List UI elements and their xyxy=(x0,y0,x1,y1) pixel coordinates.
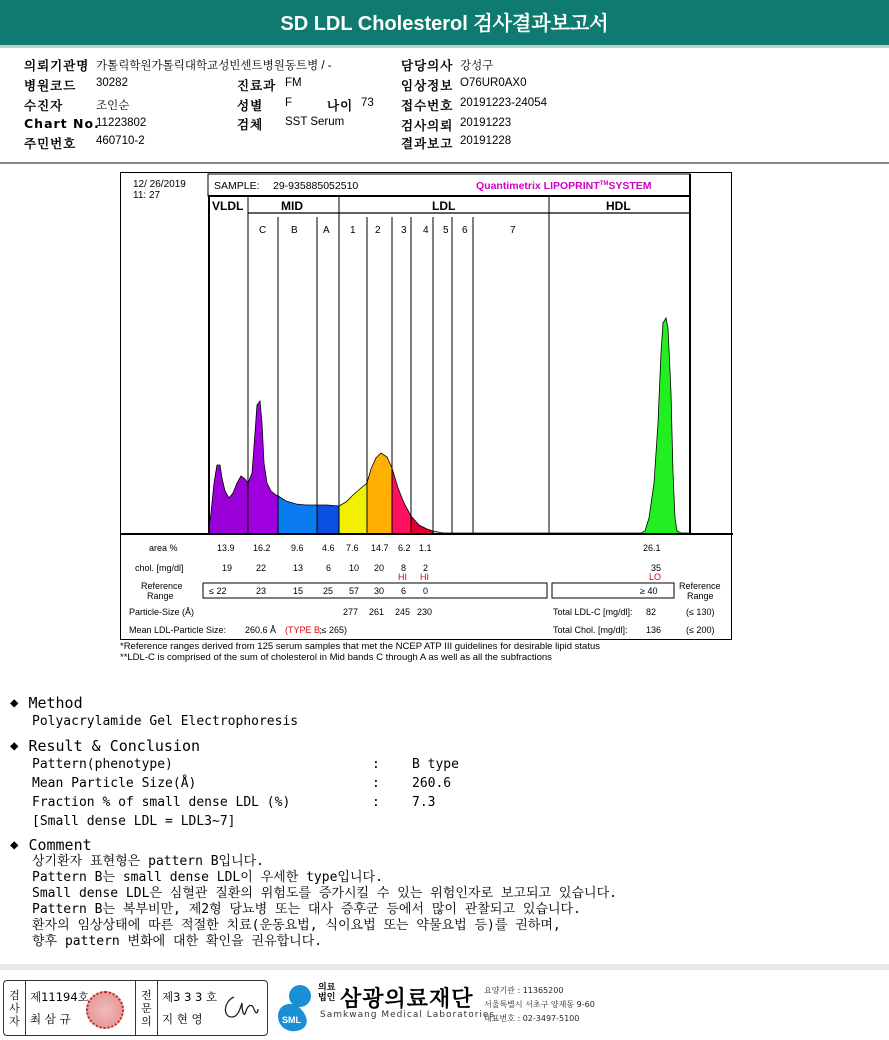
org-contact: 요양기관 : 11365200 서울특별시 서초구 양재동 9-60 대표번호 : 02-3497-5100 xyxy=(484,986,595,1023)
doctor-value: 강성구 xyxy=(460,60,494,72)
area-ldl2: 14.7 xyxy=(371,543,389,553)
examiner-cell xyxy=(26,981,136,1035)
diamond-bullet-icon: ◆ xyxy=(10,695,19,711)
chol-hdl: 35 xyxy=(651,563,662,573)
total-chol-label: Total Chol. [mg/dl]: xyxy=(553,625,628,635)
examiner-license: 제11194호 xyxy=(30,990,89,1004)
clinical-info-value: O76UR0AX0 xyxy=(460,77,527,89)
ref-ldl3: 6 xyxy=(401,586,407,596)
result-row-fraction: Fraction % of small dense LDL (%) : 7.3 xyxy=(32,795,436,810)
comment-line: 향후 pattern 변화에 대한 확인을 권유합니다. xyxy=(32,934,323,949)
particle-ldl3: 245 xyxy=(395,607,411,617)
department-label: 진료과 xyxy=(237,78,277,93)
mean-size-ref: ;≤ 265) xyxy=(319,625,347,635)
chol-c: 22 xyxy=(256,563,267,573)
band-label-a: A xyxy=(323,225,330,236)
brand-name: Quantimetrix LIPOPRINT™SYSTEM xyxy=(476,180,652,192)
specimen-value: SST Serum xyxy=(285,116,345,128)
comment-heading: Comment xyxy=(28,836,92,854)
flag-hdl: LO xyxy=(649,572,662,582)
accession-label: 접수번호 xyxy=(401,98,454,113)
age-value: 73 xyxy=(361,97,374,109)
accession-value: 20191223-24054 xyxy=(460,97,547,109)
request-date-label: 검사의뢰 xyxy=(401,118,454,133)
patient-value: 조인순 xyxy=(96,100,130,112)
band-label-1: 1 xyxy=(350,225,356,236)
hospital-code-value: 30282 xyxy=(96,77,128,89)
band-label-3: 3 xyxy=(401,225,407,236)
ref-c: 23 xyxy=(256,586,267,596)
band-label-4: 4 xyxy=(423,225,429,236)
particle-ldl1: 277 xyxy=(343,607,359,617)
area-label: area % xyxy=(149,543,178,553)
total-ldl-value: 82 xyxy=(646,607,657,617)
report-title: SD LDL Cholesterol 검사결과보고서 xyxy=(0,0,889,48)
specialist-vertical-label: 전 문 의 xyxy=(136,981,158,1035)
area-ldl1: 7.6 xyxy=(346,543,359,553)
ref-label-1: Reference xyxy=(141,581,183,591)
institution-label: 의뢰기관명 xyxy=(24,58,90,73)
resident-no-value: 460710-2 xyxy=(96,135,145,147)
particle-ldl4: 230 xyxy=(417,607,433,617)
resident-no-label: 주민번호 xyxy=(24,136,77,151)
result-note: [Small dense LDL = LDL3~7] xyxy=(32,814,236,829)
patient-info-header xyxy=(0,52,889,164)
comment-line: Pattern B는 복부비만, 제2형 당뇨병 또는 대사 증후군 등에서 많이 관찰되고 있습니다. xyxy=(32,902,581,917)
fill-ldl4 xyxy=(411,516,433,534)
particle-ldl2: 261 xyxy=(369,607,385,617)
flag-ldl3: HI xyxy=(398,572,407,582)
chol-vldl: 19 xyxy=(222,563,233,573)
request-date-value: 20191223 xyxy=(460,117,512,129)
ref-a: 25 xyxy=(323,586,334,596)
flag-ldl4: HI xyxy=(420,572,429,582)
total-ldl-ref: (≤ 130) xyxy=(686,607,715,617)
ref-label-2: Range xyxy=(147,591,174,601)
group-label-vldl: VLDL xyxy=(212,199,244,213)
total-chol-value: 136 xyxy=(646,625,662,635)
comment-line: Pattern B는 small dense LDL이 우세한 type입니다. xyxy=(32,870,383,885)
report-date-value: 20191228 xyxy=(460,135,512,147)
band-label-b: B xyxy=(291,225,298,236)
group-label-mid: MID xyxy=(281,199,303,213)
sml-logo-text: SML xyxy=(282,1015,301,1025)
comment-line: Small dense LDL은 심혈관 질환의 위험도를 증가시킬 수 있는 위험인자로 보고되고 있습니다. xyxy=(32,886,617,901)
chol-label: chol. [mg/dl] xyxy=(135,563,184,573)
report-footer xyxy=(0,964,889,1040)
group-label-ldl: LDL xyxy=(432,199,456,213)
seal-stamp-icon xyxy=(86,991,124,1029)
comment-line: 상기환자 표현형은 pattern B입니다. xyxy=(32,854,265,869)
band-dividers xyxy=(209,174,690,534)
report-date-label: 결과보고 xyxy=(401,136,454,151)
method-text: Polyacrylamide Gel Electrophoresis xyxy=(32,714,299,729)
particle-label: Particle-Size (Å) xyxy=(129,607,195,617)
lipoprint-chart xyxy=(120,172,732,640)
ref-label-right-2: Range xyxy=(687,591,714,601)
band-label-7: 7 xyxy=(510,225,516,236)
fill-ldl1 xyxy=(339,483,367,534)
result-heading: Result & Conclusion xyxy=(28,737,201,755)
fill-band-b xyxy=(278,495,317,534)
result-table xyxy=(129,543,721,635)
band-label-5: 5 xyxy=(443,225,449,236)
method-section xyxy=(10,694,298,731)
org-english-name: Samkwang Medical Laboratories xyxy=(320,1010,496,1020)
examiner-vertical-label: 검 사 자 xyxy=(4,981,26,1035)
org-name: 삼광의료재단 xyxy=(340,987,474,1012)
area-c: 16.2 xyxy=(253,543,271,553)
patient-label: 수진자 xyxy=(24,98,64,113)
specialist-cell xyxy=(158,981,264,1035)
footnote-1: *Reference ranges derived from 125 serum samples that met the NCEP ATP III guidelines for desirable lipid status xyxy=(120,641,600,652)
comment-line: 환자의 임상상태에 따른 적절한 치료(운동요법, 식이요법 또는 약물요법 등)를 권하며, xyxy=(32,918,561,933)
group-label-hdl: HDL xyxy=(606,199,631,213)
mean-size-value: 260.6 Å xyxy=(245,625,277,635)
chart-footnotes xyxy=(120,641,600,663)
area-a: 4.6 xyxy=(322,543,335,553)
institution-value: 가톨릭학원가톨릭대학교성빈센트병원동트병 / - xyxy=(96,60,332,72)
mean-size-label: Mean LDL-Particle Size: xyxy=(129,625,227,635)
area-ldl4: 1.1 xyxy=(419,543,432,553)
mean-size-type: (TYPE B xyxy=(285,625,321,635)
signature-box xyxy=(3,980,268,1036)
org-prefix: 의료 법인 xyxy=(318,983,336,1003)
chol-ldl4: 2 xyxy=(423,563,429,573)
specimen-label: 검체 xyxy=(237,117,264,132)
area-vldl: 13.9 xyxy=(217,543,235,553)
result-row-mean-size: Mean Particle Size(Å) : 260.6 xyxy=(32,776,452,791)
band-label-c: C xyxy=(259,225,267,236)
sample-id: 29-935885052510 xyxy=(273,180,359,192)
chol-ldl1: 10 xyxy=(349,563,360,573)
chol-ldl3: 8 xyxy=(401,563,407,573)
age-label: 나이 xyxy=(327,98,354,113)
fill-band-a xyxy=(317,505,339,534)
comment-section xyxy=(10,836,617,950)
chart-date: 12/ 26/2019 xyxy=(133,179,186,190)
total-chol-ref: (≤ 200) xyxy=(686,625,715,635)
sml-logo-icon xyxy=(270,980,320,1032)
diamond-bullet-icon: ◆ xyxy=(10,837,19,853)
ref-b: 15 xyxy=(293,586,304,596)
densitogram xyxy=(209,318,690,534)
result-row-pattern: Pattern(phenotype) : B type xyxy=(32,757,459,772)
chart-time: 11: 27 xyxy=(133,190,161,201)
diamond-bullet-icon: ◆ xyxy=(10,738,19,754)
department-value: FM xyxy=(285,77,302,89)
result-section xyxy=(10,737,459,831)
hospital-code-label: 병원코드 xyxy=(24,78,77,93)
total-ldl-label: Total LDL-C [mg/dl]: xyxy=(553,607,633,617)
chart-no-value: 11223802 xyxy=(96,117,147,129)
ref-ldl1: 57 xyxy=(349,586,360,596)
fill-vldl xyxy=(209,465,248,534)
ref-ldl2: 30 xyxy=(374,586,385,596)
area-ldl3: 6.2 xyxy=(398,543,411,553)
area-b: 9.6 xyxy=(291,543,304,553)
area-hdl: 26.1 xyxy=(643,543,661,553)
chol-a: 6 xyxy=(326,563,332,573)
band-label-6: 6 xyxy=(462,225,468,236)
ref-hdl: ≥ 40 xyxy=(640,586,658,596)
ref-ldl4: 0 xyxy=(423,586,429,596)
doctor-label: 담당의사 xyxy=(401,58,454,73)
signature-scribble-icon xyxy=(220,991,260,1027)
ref-label-right-1: Reference xyxy=(679,581,721,591)
chart-no-label: Chart No. xyxy=(24,116,100,131)
sex-label: 성별 xyxy=(237,98,264,113)
method-heading: Method xyxy=(28,694,83,712)
specialist-name: 지 현 영 xyxy=(162,1012,203,1026)
examiner-name: 최 삼 규 xyxy=(30,1012,71,1026)
footnote-2: **LDL-C is comprised of the sum of cholesterol in Mid bands C through A as well as all the subfractions xyxy=(120,652,552,663)
lipoprint-svg xyxy=(121,173,733,641)
chol-b: 13 xyxy=(293,563,304,573)
band-label-2: 2 xyxy=(375,225,381,236)
sex-value: F xyxy=(285,97,293,109)
specialist-license: 제3 3 3 호 xyxy=(162,990,218,1004)
fill-ldl2 xyxy=(367,453,392,534)
chol-ldl2: 20 xyxy=(374,563,385,573)
sample-label: SAMPLE: xyxy=(214,180,260,192)
clinical-info-label: 임상정보 xyxy=(401,78,454,93)
ref-vldl: ≤ 22 xyxy=(209,586,227,596)
